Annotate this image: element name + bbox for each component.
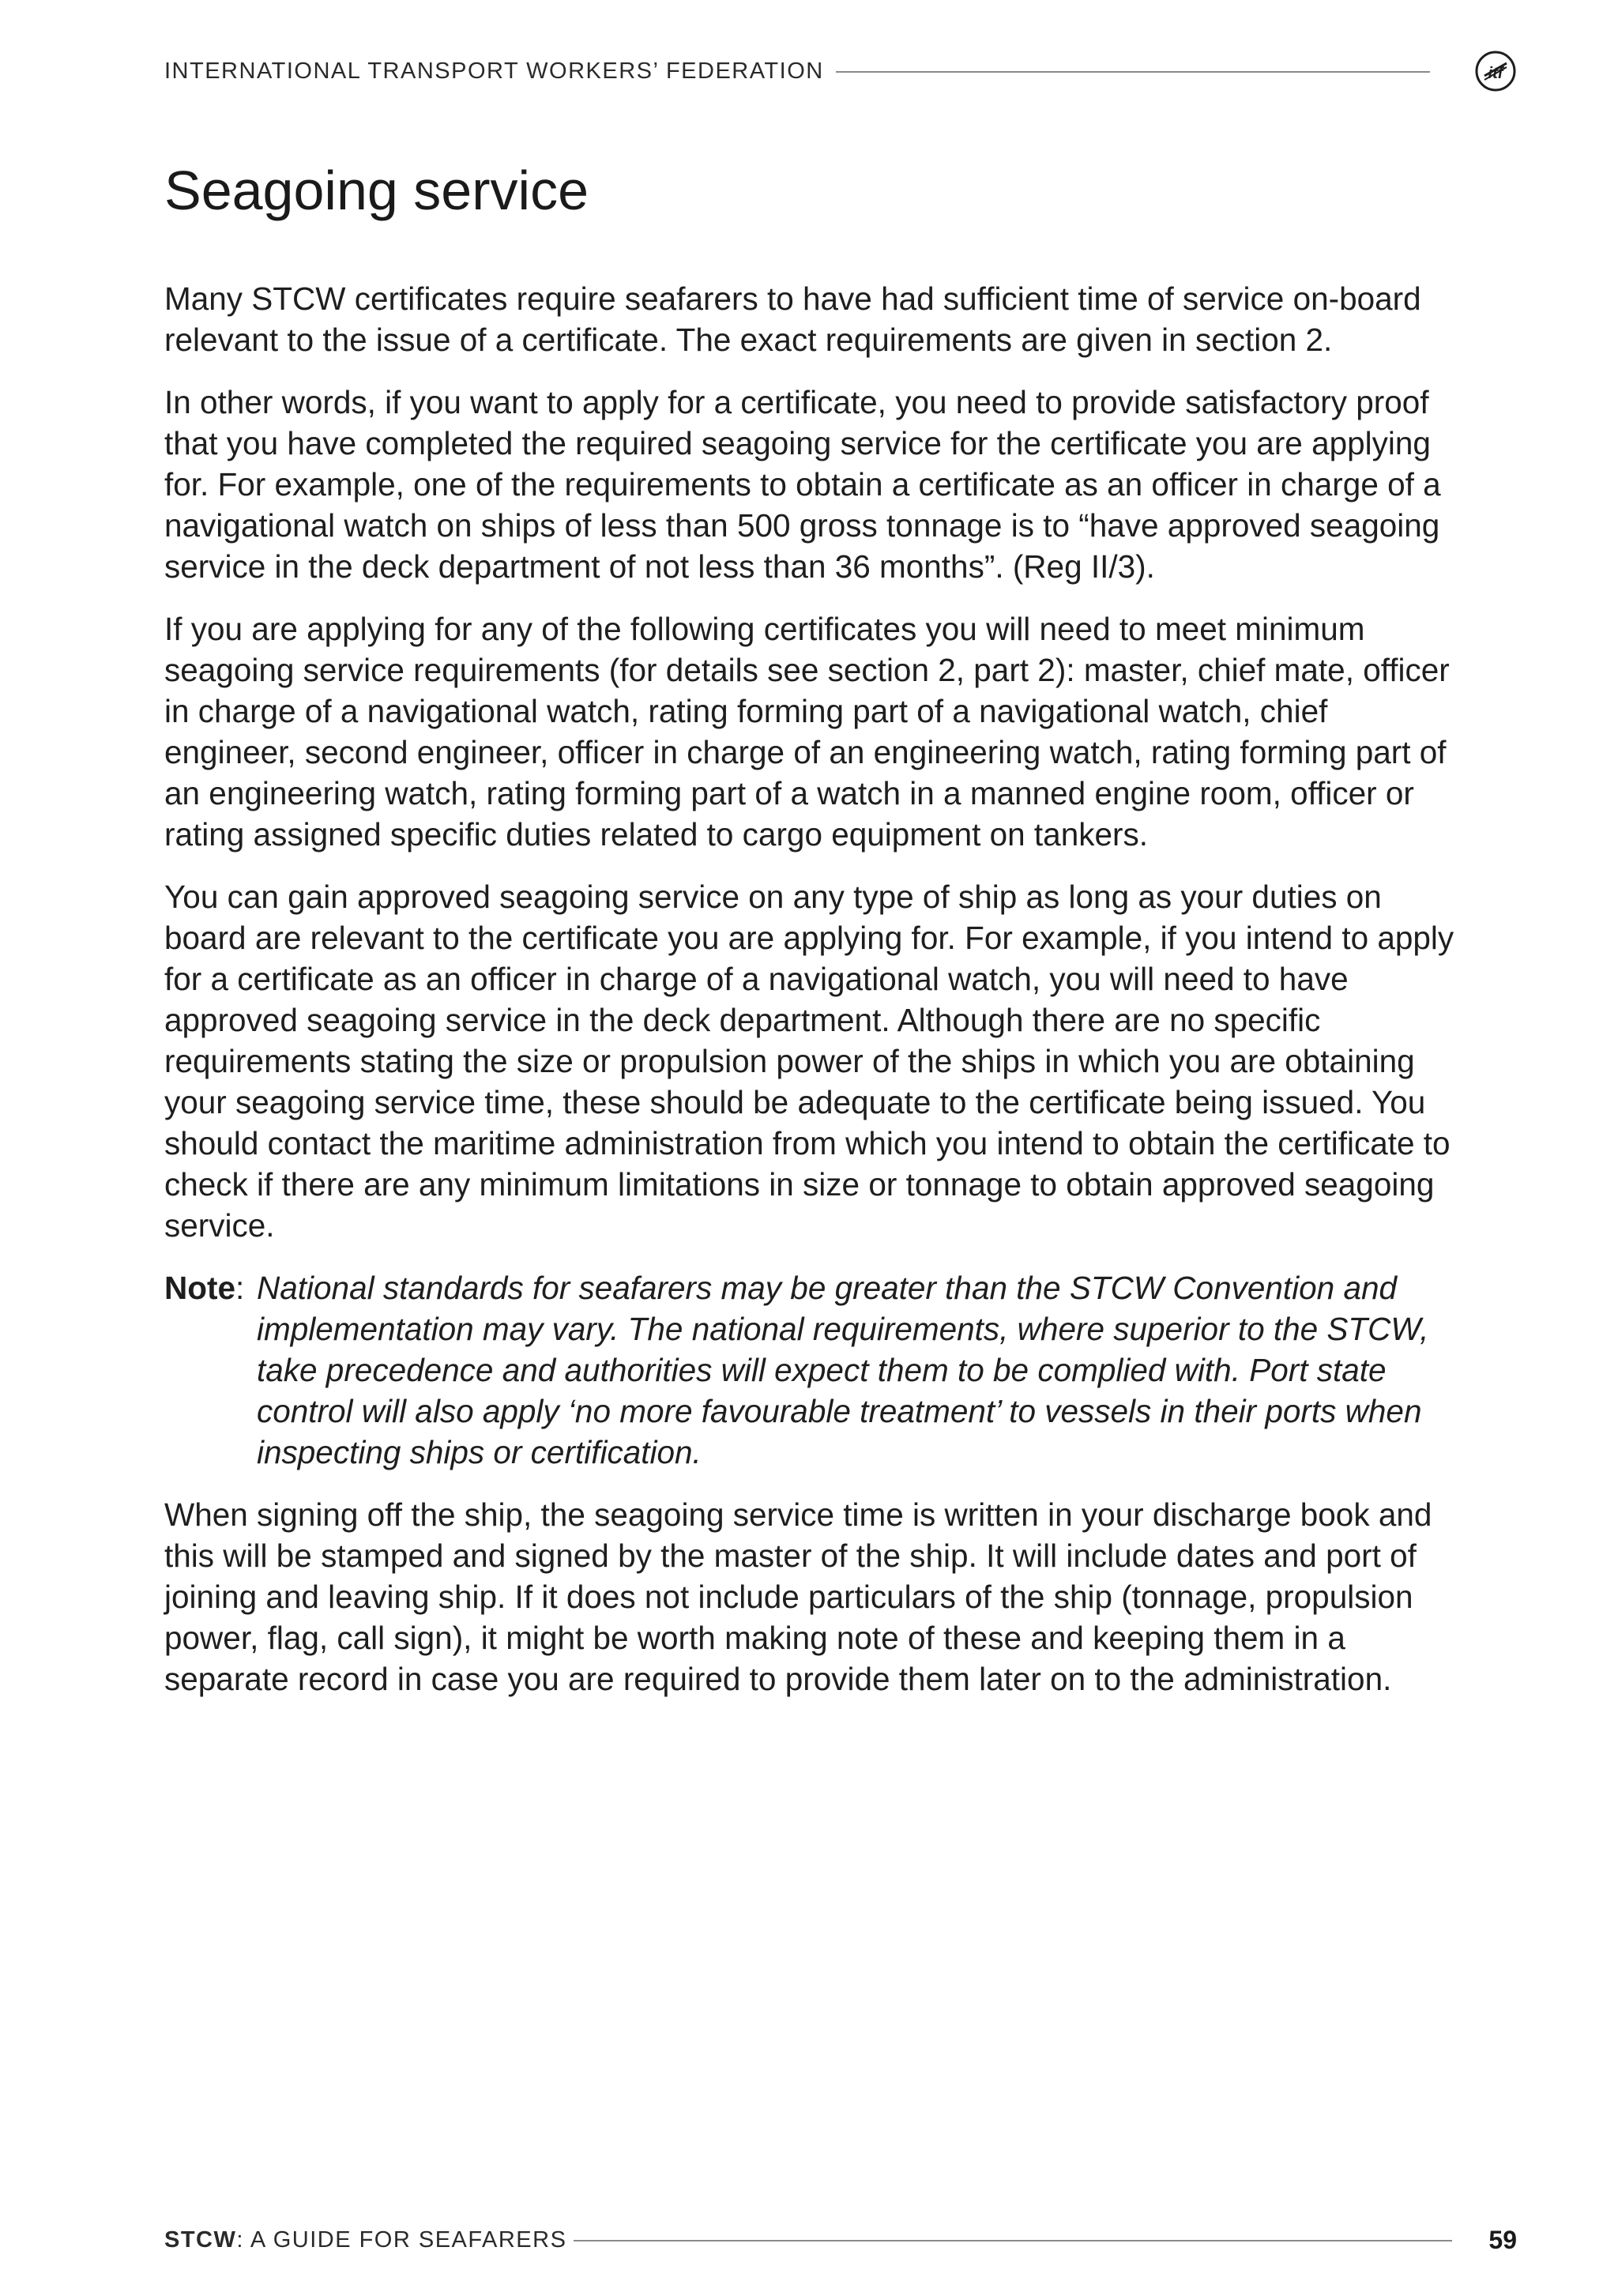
paragraph-certificates: If you are applying for any of the following certificates you will need to meet minimum seagoing service requirements (for details see section 2, part 2): master, chief mate, officer in charge of a navigational watch, rating forming part of a navigational watch, chief engineer, second engineer, officer in charge of an engineering watch, rating forming part of an engineering watch, rating forming part of a watch in a manned engine room, officer or rating assigned specific duties related to cargo equipment on tankers. bbox=[164, 611, 1450, 853]
footer-publication-rest: : A GUIDE FOR SEAFARERS bbox=[236, 2227, 567, 2253]
paragraph-ship-type: You can gain approved seagoing service on any type of ship as long as your duties on board are relevant to the certificate you are applying for. For example, if you intend to apply for a certificate as an officer in charge of a navigational watch, you will need to have approved seagoing service in the deck department. Although there are no specific requirements stating the size or propulsion power of the ships in which you are obtaining your seagoing service time, these should be adequate to the certificate being issued. You should contact the maritime administration from which you intend to obtain the certificate to check if there are any minimum limitations in size or tonnage to obtain approved seagoing service. bbox=[164, 879, 1454, 1244]
paragraph-intro: Many STCW certificates require seafarers to have had sufficient time of service on-board relevant to the issue of a certificate. The exact requirements are given in section 2. bbox=[164, 280, 1421, 358]
itf-logo-icon bbox=[1474, 50, 1517, 92]
header-organization: INTERNATIONAL TRANSPORT WORKERS’ FEDERATION bbox=[164, 58, 824, 84]
note-block bbox=[164, 1267, 1468, 1473]
itf-logo-text: itf bbox=[1488, 65, 1503, 82]
page-number: 59 bbox=[1488, 2226, 1517, 2254]
footer-publication-bold: STCW bbox=[164, 2227, 237, 2253]
page-footer bbox=[164, 2220, 1517, 2260]
footer-divider bbox=[574, 2240, 1452, 2241]
paragraph-discharge-book: When signing off the ship, the seagoing service time is written in your discharge book and this will be stamped and signed by the master of the ship. It will include dates and port of joining and leaving ship. If it does not include particulars of the ship (tonnage, propulsion power, flag, call sign), it might be worth making note of these and keeping them in a separate record in case you are required to provide them later on to the administration. bbox=[164, 1496, 1432, 1697]
note-label-bold: Note bbox=[164, 1270, 235, 1306]
note-text: National standards for seafarers may be greater than the STCW Convention and implementation may vary. The national requirements, where superior to the STCW, take precedence and authorities will expect them to be complied with. Port state control will also apply ‘no more favourable treatment’ to vessels in their ports when inspecting ships or certification. bbox=[257, 1270, 1429, 1470]
note-label bbox=[164, 1267, 257, 1473]
body-text bbox=[164, 278, 1468, 1721]
paragraph-proof: In other words, if you want to apply for a certificate, you need to provide satisfactory proof that you have completed the required seagoing service for the certificate you are applying for. For example, one of the requirements to obtain a certificate as an officer in charge of a navigational watch on ships of less than 500 gross tonnage is to “have approved seagoing service in the deck department of not less than 36 months”. (Reg II/3). bbox=[164, 384, 1441, 585]
page-header bbox=[164, 52, 1517, 90]
note-separator: : bbox=[235, 1270, 245, 1306]
footer-publication bbox=[164, 2220, 566, 2260]
header-divider bbox=[836, 71, 1430, 73]
page-title: Seagoing service bbox=[164, 160, 589, 221]
